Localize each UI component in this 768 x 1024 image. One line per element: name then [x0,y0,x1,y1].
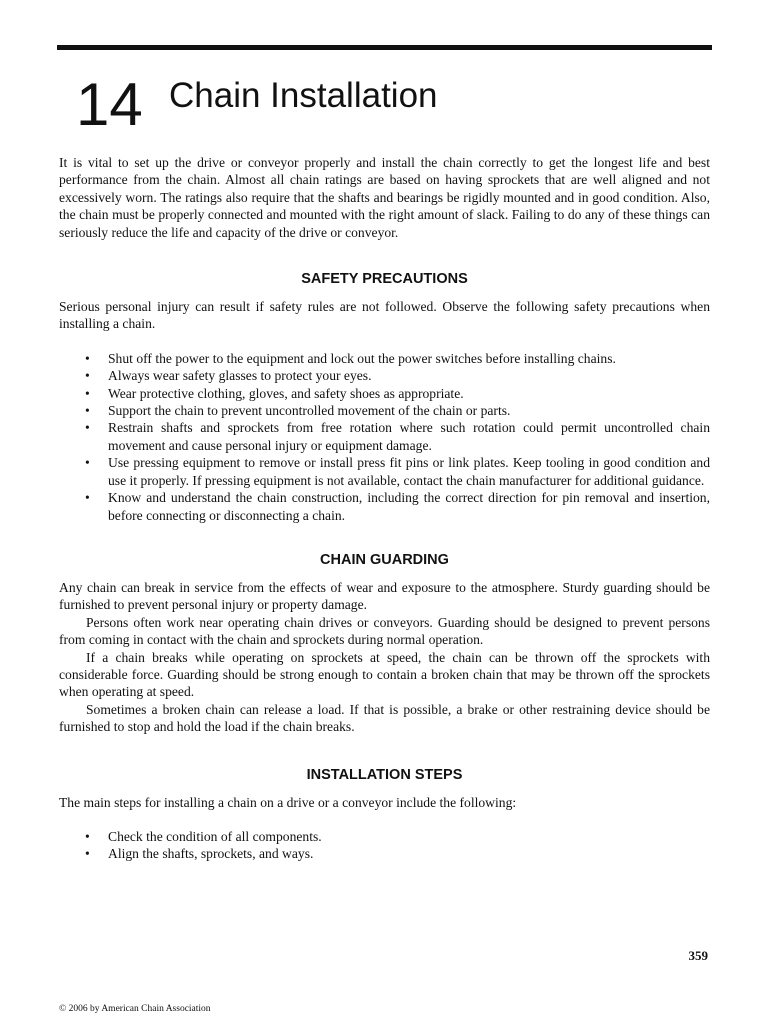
guarding-paragraph: Persons often work near operating chain drives or conveyors. Guarding should be designed to prevent persons from coming in contact with the chain and sprockets during normal operation. [59,614,710,648]
bullet: • [85,350,90,366]
installation-intro-paragraph: The main steps for installing a chain on a drive or a conveyor include the following: [59,794,517,810]
list-item-text: Use pressing equipment to remove or install press fit pins or link plates. Keep tooling in good condition and use it properly. If pressing equipment is not available, contact the chain manufacturer for additional guidance. [108,455,710,488]
list-item-text: Shut off the power to the equipment and lock out the power switches before installing chains. [108,350,616,366]
list-item-text: Restrain shafts and sprockets from free rotation where such rotation could permit uncontrolled chain movement and cause personal injury or equipment damage. [108,420,710,453]
bullet: • [85,455,90,471]
list-item-text: Check the condition of all components. [108,828,322,844]
chapter-title: Chain Installation [169,76,438,115]
bullet: • [85,490,90,506]
copyright-notice: © 2006 by American Chain Association [59,1004,211,1014]
list-item [59,828,710,845]
page-number: 359 [688,948,708,963]
bullet: • [85,420,90,436]
list-item-text: Know and understand the chain construction, including the correct direction for pin removal and insertion, before connecting or disconnecting a chain. [108,490,710,523]
bullet: • [85,846,90,862]
section-heading-guarding: CHAIN GUARDING [320,551,449,568]
safety-intro-paragraph: Serious personal injury can result if safety rules are not followed. Observe the following safety precautions when installing a chain. [59,299,710,332]
list-item [59,402,710,419]
list-item [59,489,710,524]
chapter-body [59,154,710,863]
chapter-number: 14 [76,71,143,138]
list-item [59,419,710,454]
list-item [59,350,710,367]
list-item [59,385,710,402]
top-rule [57,45,712,50]
safety-list [59,350,710,524]
list-item-text: Wear protective clothing, gloves, and safety shoes as appropriate. [108,385,464,401]
list-item-text: Always wear safety glasses to protect your eyes. [108,368,372,384]
section-heading-installation: INSTALLATION STEPS [306,766,463,783]
installation-list [59,828,710,863]
list-item [59,454,710,489]
section-heading-safety: SAFETY PRECAUTIONS [301,271,468,288]
list-item-text: Support the chain to prevent uncontrolled movement of the chain or parts. [108,403,511,419]
bullet: • [85,368,90,384]
guarding-paragraph: If a chain breaks while operating on sprockets at speed, the chain can be thrown off the sprockets with considerable force. Guarding should be strong enough to contain a broken chain that may be thrown off the sprockets when operating at speed. [59,649,710,700]
list-item [59,367,710,384]
bullet: • [85,828,90,844]
list-item-text: Align the shafts, sprockets, and ways. [108,846,314,862]
bullet: • [85,385,90,401]
guarding-paragraph: Sometimes a broken chain can release a load. If that is possible, a brake or other restraining device should be furnished to stop and hold the load if the chain breaks. [59,701,710,735]
guarding-paragraph: Any chain can break in service from the effects of wear and exposure to the atmosphere. Sturdy guarding should be furnished to prevent personal injury or property damage. [59,579,710,613]
intro-paragraph: It is vital to set up the drive or conveyor properly and install the chain correctly to get the longest life and best performance from the chain. Almost all chain ratings are based on having sprockets that are well aligned and not excessively worn. The ratings also require that the shafts and bearings be rigidly mounted and in good condition. Also, the chain must be properly connected and mounted with the right amount of slack. Failing to do any of these things can seriously reduce the life and capacity of the drive or conveyor. [59,155,710,240]
list-item [59,845,710,862]
bullet: • [85,403,90,419]
